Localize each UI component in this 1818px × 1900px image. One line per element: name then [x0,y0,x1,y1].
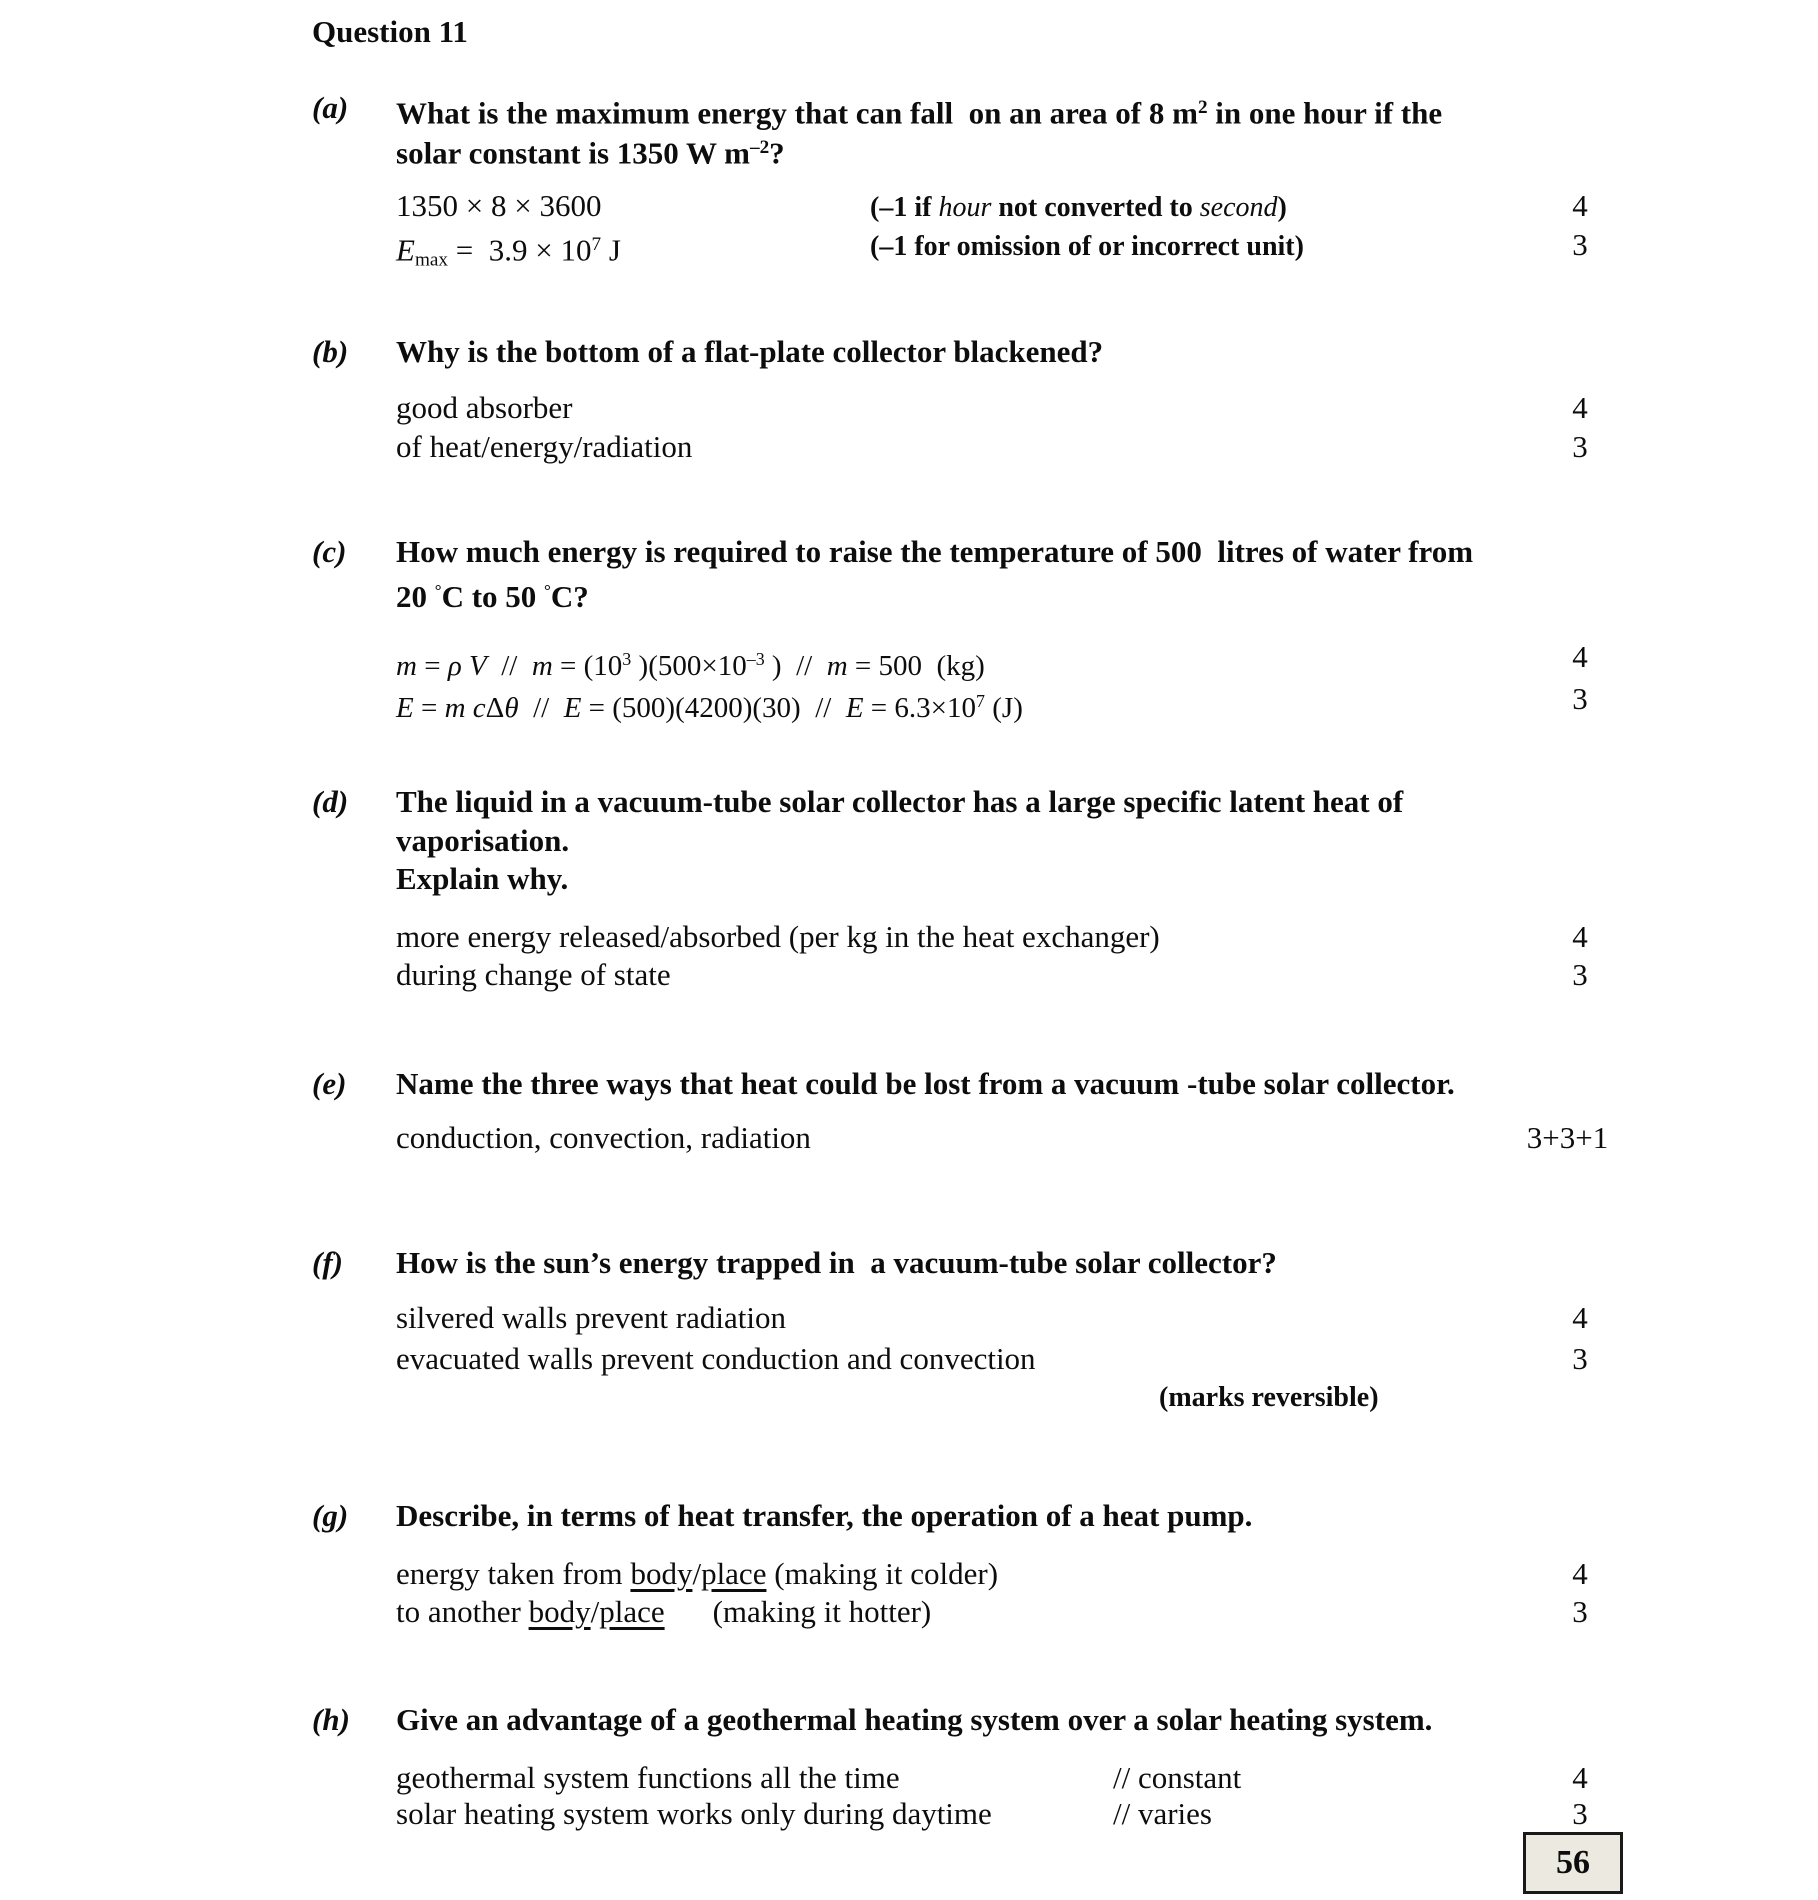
math-var: m [531,649,553,682]
temp-to: C to 50 [441,579,545,615]
math-var: E [845,691,864,724]
slash: / [692,1556,702,1591]
section-h-mark-1: 4 [1572,1760,1588,1795]
section-e-label: (e) [312,1066,347,1101]
answer-text: energy taken from [396,1556,631,1591]
math-op: = [413,691,445,724]
emax-value: = 3.9 × 10 [448,232,592,268]
section-h-answer-2: solar heating system works only during daytime [396,1796,992,1831]
note-text: (–1 if [870,192,939,223]
section-a-answer-2 [396,225,621,280]
section-g-mark-2: 3 [1572,1594,1588,1629]
math-var: m [826,649,848,682]
section-a-q1-superscript: 2 [1197,97,1208,118]
section-a-q2-text-end: ? [769,135,785,171]
answer-text: (making it hotter) [712,1594,932,1629]
section-h-answer-1-alt: // constant [1113,1760,1242,1795]
note-italic-hour: hour [938,192,992,223]
section-a-question-line-1 [396,88,1442,134]
total-marks-box [1523,1832,1623,1894]
section-d-answer-1: more energy released/absorbed (per kg in the heat exchanger) [396,919,1160,954]
math-op: = [416,649,448,682]
page-title: Question 11 [312,14,468,49]
section-c-question-line-2 [396,571,589,617]
section-f-marker-note: (marks reversible) [1159,1382,1379,1413]
section-d-mark-1: 4 [1572,919,1588,954]
section-h-mark-2: 3 [1572,1796,1588,1831]
section-b-answer-1: good absorber [396,390,573,425]
math-var: E [396,691,414,724]
section-d-question-line-3: Explain why. [396,861,569,896]
section-a-mark-2: 3 [1572,227,1588,262]
section-f-answer-2: evacuated walls prevent conduction and convection [396,1341,1036,1376]
math-sep: // [518,691,564,724]
section-h-answer-1: geothermal system functions all the time [396,1760,900,1795]
section-a-marker-note-2: (–1 for omission of or incorrect unit) [870,231,1304,262]
section-c-mark-2: 3 [1572,681,1588,716]
section-b-answer-2: of heat/energy/radiation [396,429,693,464]
math-num: = (500)(4200)(30) // [581,691,846,724]
section-a-q1-text-end: in one hour if the [1207,95,1443,131]
underlined-body: body [630,1556,693,1591]
section-a-q2-superscript: –2 [749,137,770,158]
section-h-question: Give an advantage of a geothermal heating system over a solar heating system. [396,1702,1433,1737]
section-f-label: (f) [312,1245,343,1280]
section-a-answer-1: 1350 × 8 × 3600 [396,188,602,223]
section-h-answer-2-alt: // varies [1113,1796,1212,1831]
section-d-mark-2: 3 [1572,957,1588,992]
temp-from: 20 [396,579,435,615]
section-a-question-line-2 [396,128,785,174]
section-a-mark-1: 4 [1572,188,1588,223]
math-num: = 500 (kg) [847,649,985,682]
total-marks-value: 56 [1556,1844,1590,1881]
section-a-label: (a) [312,90,349,125]
section-a-q2-text: solar constant is 1350 W m [396,135,750,171]
slash: / [590,1594,600,1629]
math-var: θ [504,691,519,724]
math-unit: (J) [985,691,1023,724]
math-var: m c [444,691,486,724]
underlined-place: place [599,1594,665,1629]
emax-variable: E [396,232,415,268]
temp-end: C? [550,579,589,615]
math-exponent: –3 [746,649,765,669]
section-d-answer-2: during change of state [396,957,671,992]
degree-symbol: ° [434,581,442,600]
section-a-q1-text: What is the maximum energy that can fall on an area of 8 m [396,95,1198,131]
section-h-label: (h) [312,1702,350,1737]
section-b-question: Why is the bottom of a flat-plate collector blackened? [396,334,1104,369]
math-var: m [396,649,417,682]
math-exponent: 3 [622,649,632,669]
section-f-answer-1: silvered walls prevent radiation [396,1300,786,1335]
section-c-question-line-1: How much energy is required to raise the temperature of 500 litres of water from [396,534,1474,569]
section-g-answer-2 [396,1592,931,1632]
section-b-mark-1: 4 [1572,390,1588,425]
section-d-question-line-1: The liquid in a vacuum-tube solar collector has a large specific latent heat of [396,784,1404,819]
section-d-label: (d) [312,784,349,819]
section-e-question: Name the three ways that heat could be lost from a vacuum -tube solar collector. [396,1066,1455,1101]
section-f-mark-1: 4 [1572,1300,1588,1335]
section-g-label: (g) [312,1498,349,1533]
section-b-mark-2: 3 [1572,429,1588,464]
section-g-mark-1: 4 [1572,1556,1588,1591]
math-var: E [563,691,582,724]
section-b-label: (b) [312,334,349,369]
math-num: = 6.3×10 [863,691,977,724]
emax-unit: J [601,232,621,268]
section-f-mark-2: 3 [1572,1341,1588,1376]
section-c-mark-1: 4 [1572,639,1588,674]
math-num: = (10 [552,649,623,682]
note-text: ) [1277,192,1287,223]
note-text: not converted to [991,192,1200,223]
emax-exponent: 7 [591,234,602,255]
answer-text: to another [396,1594,529,1629]
section-g-answer-1 [396,1554,998,1594]
math-delta: Δ [485,691,505,724]
section-g-question: Describe, in terms of heat transfer, the operation of a heat pump. [396,1498,1253,1533]
math-sep: ) // [764,649,827,682]
section-c-label: (c) [312,534,347,569]
math-exponent: 7 [976,691,985,711]
underlined-place: place [701,1556,767,1591]
math-sep: // [486,649,532,682]
emax-subscript: max [414,249,448,271]
answer-text: (making it colder) [766,1556,999,1591]
math-var: ρ V [447,649,487,682]
section-c-answer-2 [396,681,1023,728]
math-num: )(500×10 [631,649,747,682]
note-italic-second: second [1199,192,1278,223]
section-e-answer: conduction, convection, radiation [396,1120,811,1155]
section-c-answer-1 [396,639,985,686]
underlined-body: body [528,1594,591,1629]
section-a-marker-note-1 [870,188,1287,228]
section-e-mark: 3+3+1 [1526,1120,1609,1155]
degree-symbol: ° [544,581,551,600]
section-d-question-line-2: vaporisation. [396,823,570,858]
section-f-question: How is the sun’s energy trapped in a vacuum-tube solar collector? [396,1245,1277,1280]
